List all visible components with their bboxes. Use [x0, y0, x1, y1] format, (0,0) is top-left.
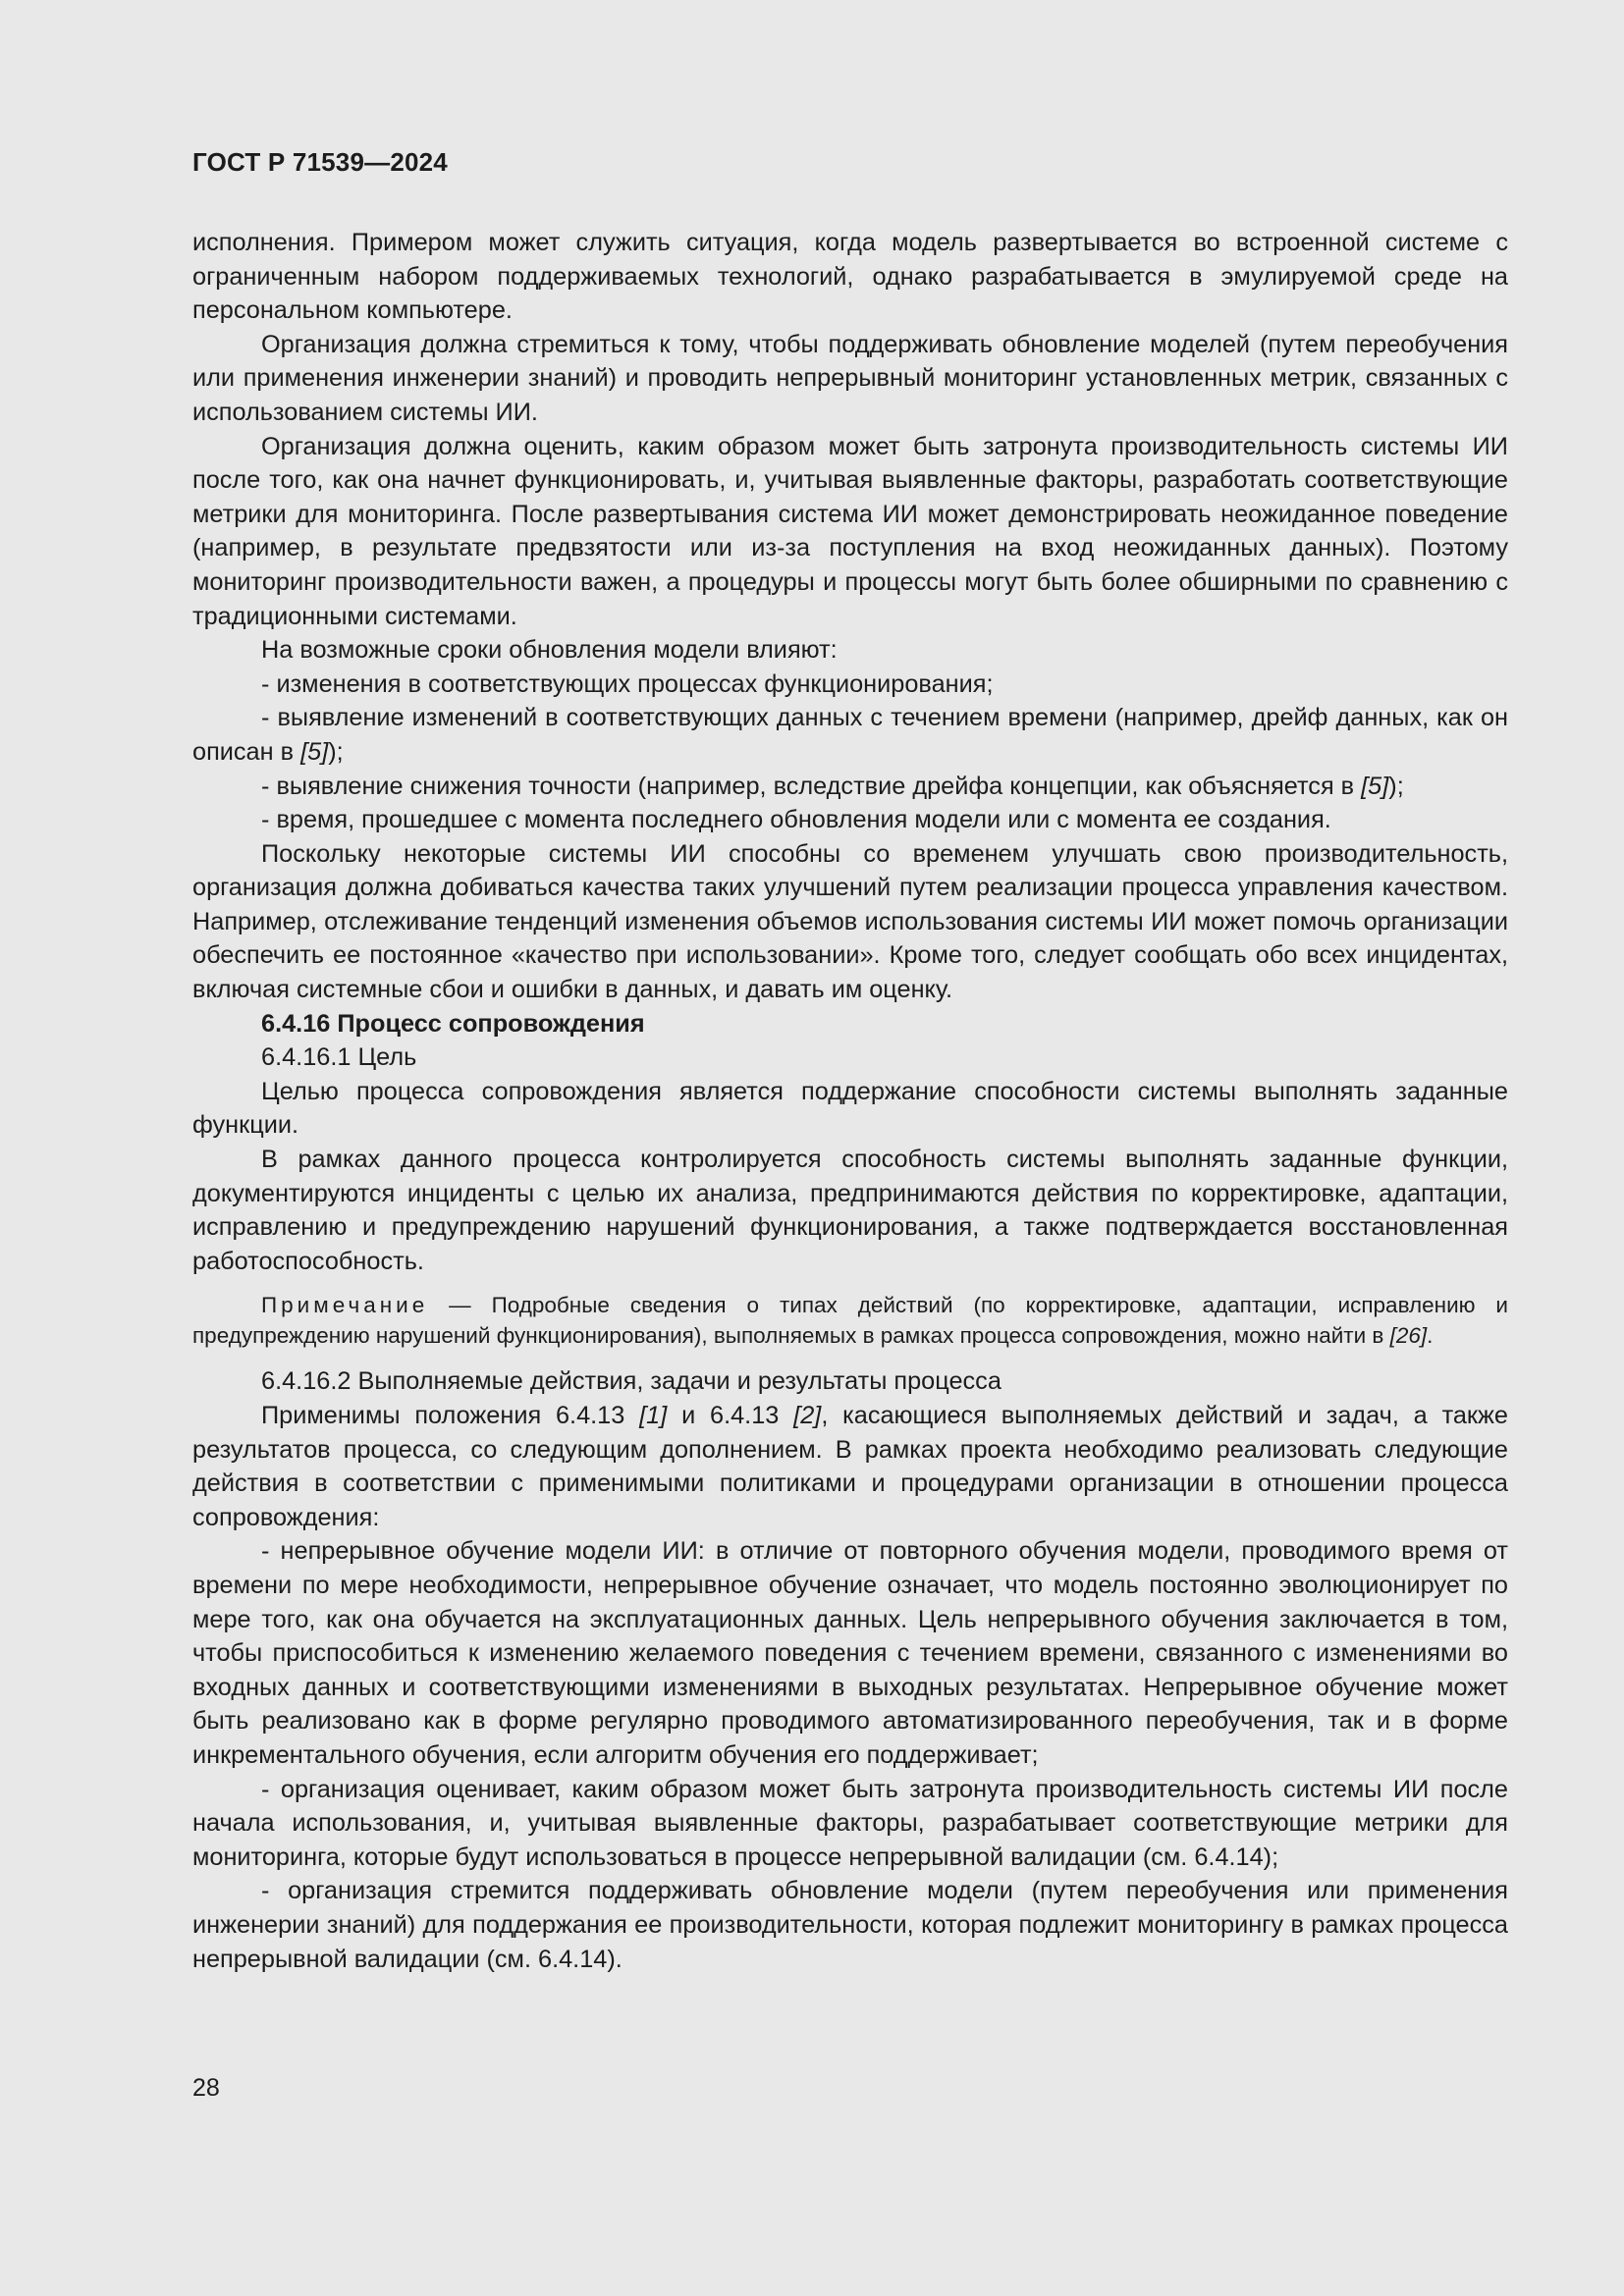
list-item: - организация оценивает, каким образом может быть затронута производительность системы ИИ после начала использования, и, учитывая выявленные факторы, разрабатывает соответствующие метрики для мониторинга, которые будут использоваться в процессе непрерывной валидации (см. 6.4.14);	[192, 1775, 1508, 1871]
paragraph: Организация должна оценить, каким образом может быть затронута производительность системы ИИ после того, как она начнет функционировать, и, учитывая выявленные факторы, разработать соответствующие метрики для мониторинга. После развертывания система ИИ может демонстрировать неожиданное поведение (например, в результате предвзятости или из-за поступления на вход неожиданных данных). Поэтому мониторинг производительности важен, а процедуры и процессы могут быть более обширными по сравнению с традиционными системами.	[192, 432, 1508, 630]
bibliography-reference: [1]	[639, 1402, 668, 1429]
page-number: 28	[192, 2074, 220, 2102]
paragraph: В рамках данного процесса контролируется способность системы выполнять заданные функции, документируются инциденты с целью их анализа, предпринимаются действия по корректировке, адаптации, исправлению и предупреждению нарушений функционирования, а также подтверждается восстановленная работоспособность.	[192, 1146, 1508, 1275]
list-item-text: - выявление изменений в соответствующих данных с течением времени (например, дрейф данных, как он описан в	[192, 704, 1508, 766]
list-item: - непрерывное обучение модели ИИ: в отличие от повторного обучения модели, проводимого время от времени по мере необходимости, непрерывное обучение означает, что модель постоянно эволюционирует по мере того, как она обучается на эксплуатационных данных. Цель непрерывного обучения заключается в том, чтобы приспособиться к изменению желаемого поведения с течением времени, связанного с изменениями во входных данных и соответствующими изменениями в выходных результатах. Непрерывное обучение может быть реализовано как в форме регулярно проводимого автоматизированного переобучения, так и в форме инкрементального обучения, если алгоритм обучения его поддерживает;	[192, 1537, 1508, 1769]
paragraph: Организация должна стремиться к тому, чтобы поддерживать обновление моделей (путем переобучения или применения инженерии знаний) и проводить непрерывный мониторинг установленных метрик, связанных с использованием системы ИИ.	[192, 330, 1508, 426]
list-item	[192, 701, 1508, 769]
note-text: — Подробные сведения о типах действий (по корректировке, адаптации, исправлению и предупреждению нарушений функционирования), выполняемых в рамках процесса сопровождения, можно найти в	[192, 1293, 1508, 1349]
paragraph-text: и 6.4.13	[667, 1402, 794, 1429]
list-item-text: );	[328, 737, 344, 766]
paragraph: На возможные сроки обновления модели влияют:	[261, 636, 838, 665]
list-item: - изменения в соответствующих процессах функционирования;	[261, 669, 994, 698]
paragraph: Целью процесса сопровождения является поддержание способности системы выполнять заданные функции.	[192, 1077, 1508, 1140]
subsection-heading: 6.4.16.1 Цель	[261, 1043, 417, 1072]
paragraph: Поскольку некоторые системы ИИ способны со временем улучшать свою производительность, организация должна добиваться качества таких улучшений путем реализации процесса управления качеством. Например, отслеживание тенденций изменения объемов использования системы ИИ может помочь организации обеспечить ее постоянное «качество при использовании». Кроме того, следует сообщать обо всех инцидентах, включая системные сбои и ошибки в данных, и давать им оценку.	[192, 839, 1508, 1004]
list-item: - организация стремится поддерживать обновление модели (путем переобучения или применения инженерии знаний) для поддержания ее производительности, которая подлежит мониторингу в рамках процесса непрерывной валидации (см. 6.4.14).	[192, 1877, 1508, 1973]
note	[192, 1290, 1508, 1351]
paragraph-text: , касающиеся выполняемых действий и задач, а также результатов процесса, со следующим дополнением. В рамках проекта необходимо реализовать следующие действия в соответствии с применимыми политиками и процедурами организации в отношении процесса сопровождения:	[192, 1402, 1508, 1531]
paragraph-text: Применимы положения 6.4.13	[261, 1402, 640, 1429]
list-item-text: - выявление снижения точности (например, вследствие дрейфа концепции, как объясняется в	[261, 772, 1362, 800]
document-body	[192, 226, 1508, 1976]
bibliography-reference: [5]	[300, 737, 329, 766]
section-heading: 6.4.16 Процесс сопровождения	[261, 1009, 645, 1038]
note-label: Примечание	[261, 1293, 429, 1318]
bibliography-reference: [26]	[1389, 1323, 1428, 1349]
list-item-text: );	[1388, 772, 1404, 800]
paragraph: исполнения. Примером может служить ситуация, когда модель развертывается во встроенной системе с ограниченным набором поддерживаемых технологий, однако разрабатывается в эмулируемой среде на персональном компьютере.	[192, 229, 1508, 325]
bibliography-reference: [5]	[1361, 772, 1389, 800]
bibliography-reference: [2]	[793, 1402, 822, 1429]
document-header: ГОСТ Р 71539—2024	[192, 147, 448, 177]
list-item: - время, прошедшее с момента последнего обновления модели или с момента ее создания.	[261, 806, 1331, 834]
list-item	[192, 770, 1508, 804]
paragraph	[192, 1399, 1508, 1534]
note-text: .	[1427, 1323, 1434, 1349]
subsection-heading: 6.4.16.2 Выполняемые действия, задачи и результаты процесса	[261, 1367, 1001, 1396]
